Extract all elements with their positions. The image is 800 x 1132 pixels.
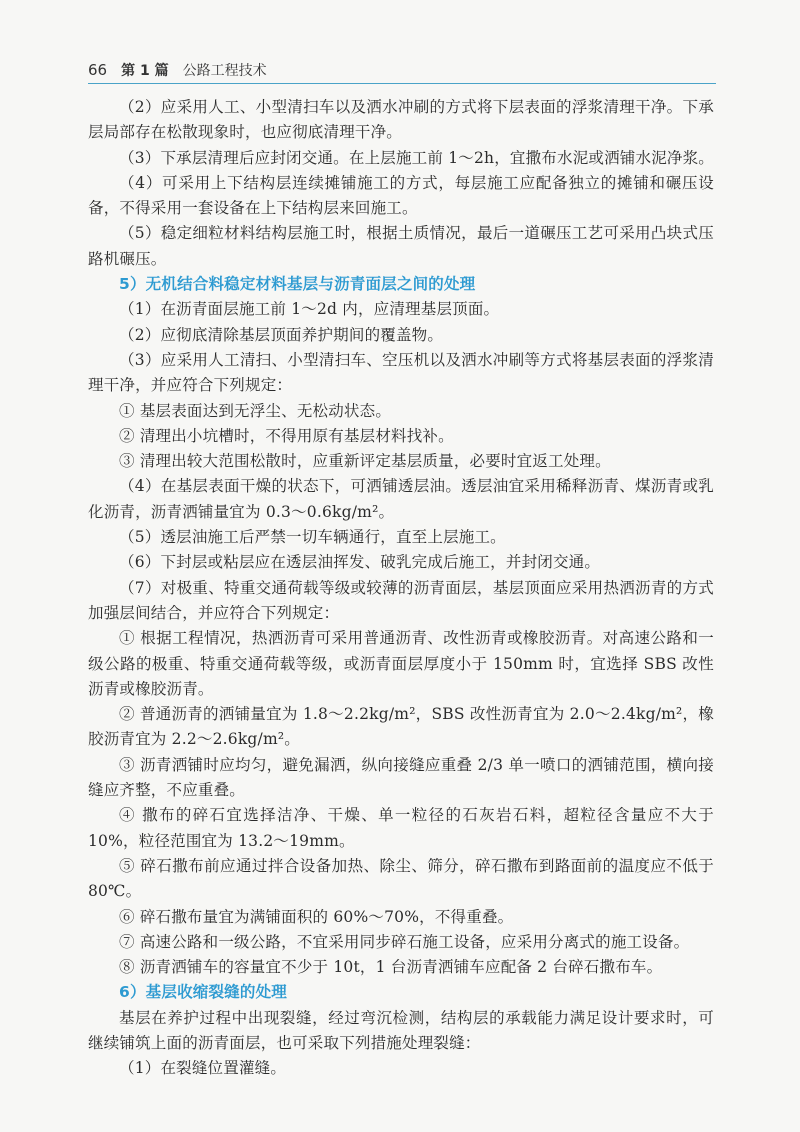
paragraph: （1）在裂缝位置灌缝。	[119, 1059, 287, 1078]
list-item: ⑥ 碎石撒布量宜为满铺面积的 60%～70%，不得重叠。	[119, 907, 514, 926]
paragraph: （7）对极重、特重交通荷载等级或较薄的沥青面层，基层顶面应采用热洒沥青的方式加强层间结合，并应符合下列规定：	[88, 578, 714, 622]
section-heading: 6）基层收缩裂缝的处理	[119, 983, 287, 1002]
list-item: ① 根据工程情况，热洒沥青可采用普通沥青、改性沥青或橡胶沥青。对高速公路和一级公路的极重、特重交通荷载等级，或沥青面层厚度小于 150mm 时，宜选择 SBS 改性沥青或橡胶沥青。	[88, 629, 714, 698]
part-title: 公路工程技术	[182, 63, 267, 79]
section-heading: 5）无机结合料稳定材料基层与沥青面层之间的处理	[119, 275, 476, 294]
list-item: ① 基层表面达到无浮尘、无松动状态。	[119, 401, 392, 420]
page-header	[88, 60, 718, 80]
page-number: 66	[88, 61, 108, 79]
paragraph: （2）应采用人工、小型清扫车以及洒水冲刷的方式将下层表面的浮浆清理干净。下承层局部存在松散现象时，也应彻底清理干净。	[88, 98, 714, 142]
list-item: ② 普通沥青的洒铺量宜为 1.8～2.2kg/m²，SBS 改性沥青宜为 2.0～2.4kg/m²，橡胶沥青宜为 2.2～2.6kg/m²。	[88, 705, 714, 749]
list-item: ④ 撒布的碎石宜选择洁净、干燥、单一粒径的石灰岩石料，超粒径含量应不大于 10%，粒径范围宜为 13.2～19mm。	[88, 806, 714, 850]
paragraph: （4）在基层表面干燥的状态下，可洒铺透层油。透层油宜采用稀释沥青、煤沥青或乳化沥青，沥青洒铺量宜为 0.3～0.6kg/m²。	[88, 477, 714, 521]
paragraph: （4）可采用上下结构层连续摊铺施工的方式，每层施工应配备独立的摊铺和碾压设备，不得采用一套设备在上下结构层来回施工。	[88, 173, 714, 218]
paragraph: （2）应彻底清除基层顶面养护期间的覆盖物。	[119, 325, 444, 344]
body-text	[88, 95, 714, 1082]
list-item: ⑧ 沥青洒铺车的容量宜不少于 10t，1 台沥青洒铺车应配备 2 台碎石撒布车。	[119, 958, 663, 977]
list-item: ⑦ 高速公路和一级公路，不宜采用同步碎石施工设备，应采用分离式的施工设备。	[119, 932, 690, 951]
paragraph: （5）透层油施工后严禁一切车辆通行，直至上层施工。	[119, 528, 506, 547]
list-item: ③ 清理出较大范围松散时，应重新评定基层质量，必要时宜返工处理。	[119, 452, 611, 471]
list-item: ⑤ 碎石撒布前应通过拌合设备加热、除尘、筛分，碎石撒布到路面前的温度应不低于 80℃。	[88, 856, 714, 901]
list-item: ② 清理出小坑槽时，不得用原有基层材料找补。	[119, 426, 454, 445]
paragraph: （3）应采用人工清扫、小型清扫车、空压机以及洒水冲刷等方式将基层表面的浮浆清理干净，并应符合下列规定：	[88, 350, 714, 395]
part-label: 第 1 篇	[121, 63, 169, 79]
list-item: ③ 沥青洒铺时应均匀，避免漏洒，纵向接缝应重叠 2/3 单一喷口的洒铺范围，横向接缝应齐整，不应重叠。	[88, 755, 714, 800]
paragraph: 基层在养护过程中出现裂缝，经过弯沉检测，结构层的承载能力满足设计要求时，可继续铺筑上面的沥青面层，也可采取下列措施处理裂缝：	[88, 1008, 714, 1052]
paragraph: （3）下承层清理后应封闭交通。在上层施工前 1～2h，宜撒布水泥或洒铺水泥净浆。	[119, 148, 714, 167]
header-rule	[88, 83, 716, 84]
paragraph: （6）下封层或粘层应在透层油挥发、破乳完成后施工，并封闭交通。	[119, 553, 601, 572]
paragraph: （5）稳定细粒材料结构层施工时，根据土质情况，最后一道碾压工艺可采用凸块式压路机碾压。	[88, 224, 714, 268]
paragraph: （1）在沥青面层施工前 1～2d 内，应清理基层顶面。	[119, 300, 500, 319]
